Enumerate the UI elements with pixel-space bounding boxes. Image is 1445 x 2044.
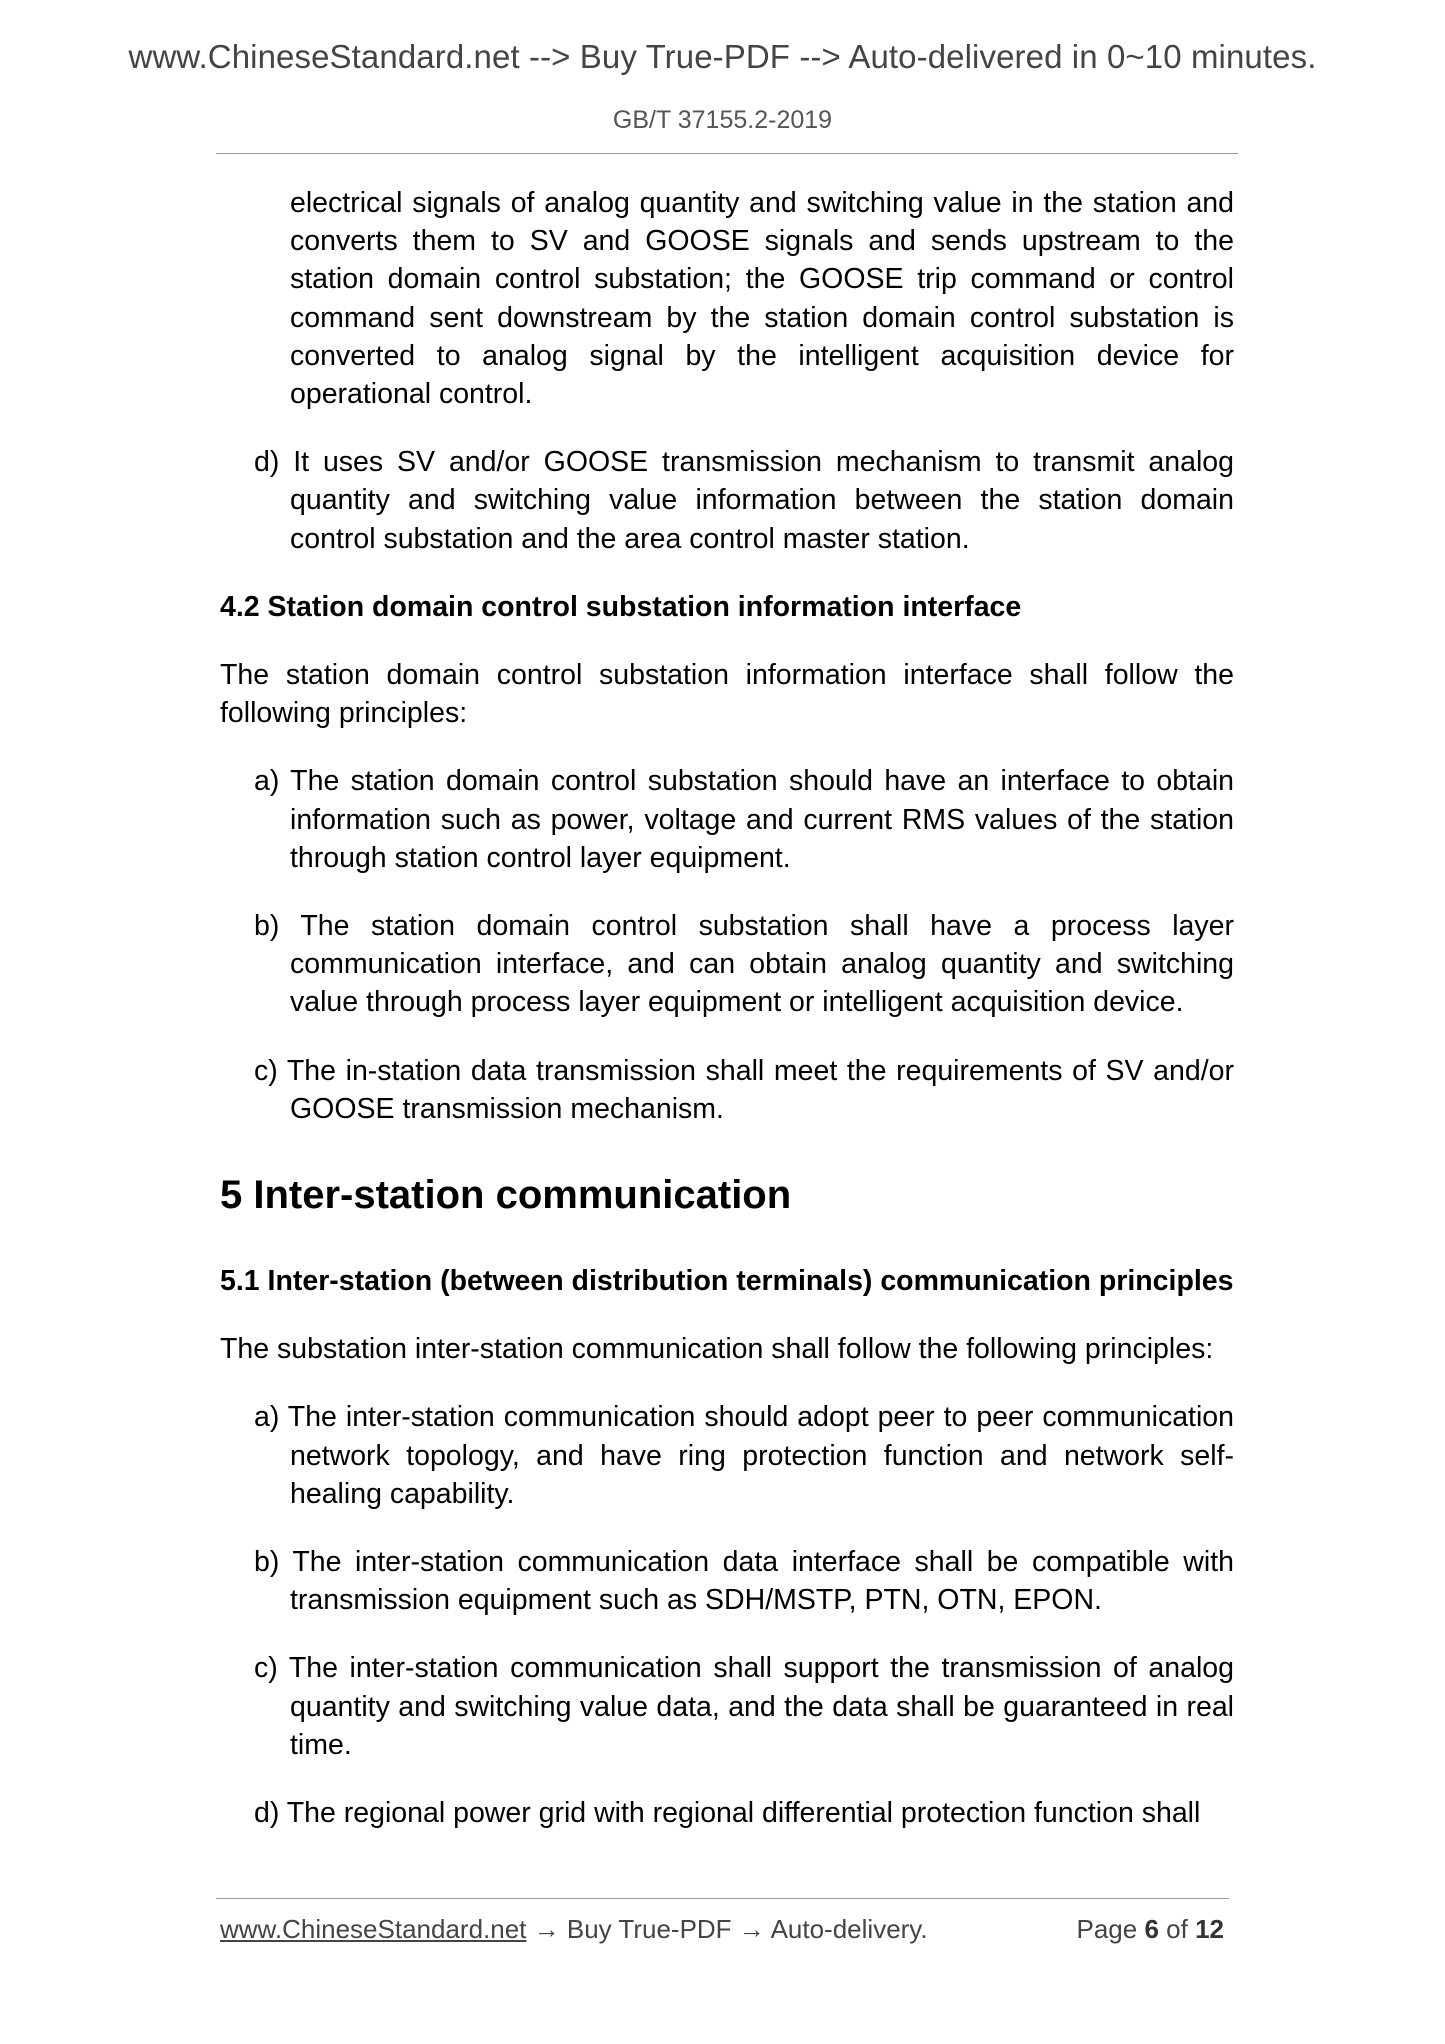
header-divider [216,153,1238,154]
footer [220,1914,1234,1945]
list-item-5-1-c: c) The inter-station communication shall support the transmission of analog quantity and switching value data, and the data shall be guaranteed in real time. [254,1652,1234,1761]
page-total: 12 [1195,1914,1224,1944]
of-label: of [1166,1914,1188,1944]
continued-paragraph: electrical signals of analog quantity and switching value in the station and converts them to SV and GOOSE signals and sends upstream to the station domain control substation; the GOOSE trip command or control command sent downstream by the station domain control substation is converted to analog signal by the intelligent acquisition device for operational control. [290,187,1234,411]
list-item-4-2-a: a) The station domain control substation should have an interface to obtain information such as power, voltage and current RMS values of the station through station control layer equipment. [254,765,1234,874]
footer-link[interactable]: www.ChineseStandard.net [220,1914,527,1944]
list-item-5-1-d: d) The regional power grid with regional differential protection function shall [254,1797,1201,1830]
footer-text: → Buy True-PDF → Auto-delivery. [526,1914,928,1944]
top-banner: www.ChineseStandard.net --> Buy True-PDF --> Auto-delivered in 0~10 minutes. [128,38,1317,75]
page-indicator [1076,1914,1224,1945]
list-item-5-1-b: b) The inter-station communication data interface shall be compatible with transmission equipment such as SDH/MSTP, PTN, OTN, EPON. [254,1546,1234,1617]
page-content [220,184,1234,1862]
list-item-4-1-d: d) It uses SV and/or GOOSE transmission mechanism to transmit analog quantity and switching value information between the station domain control substation and the area control master station. [254,446,1234,555]
section-5-heading: 5 Inter-station communication [220,1173,792,1218]
document-code: GB/T 37155.2-2019 [612,106,833,134]
page-label: Page [1076,1914,1138,1944]
list-item-5-1-a: a) The inter-station communication should adopt peer to peer communication network topology, and have ring protection function and network self-healing capability. [254,1401,1234,1510]
page-number: 6 [1144,1914,1159,1944]
section-4-2-heading: 4.2 Station domain control substation information interface [220,590,1022,623]
section-5-1-intro: The substation inter-station communication shall follow the following principles: [220,1333,1214,1366]
list-item-4-2-b: b) The station domain control substation shall have a process layer communication interface, and can obtain analog quantity and switching value through process layer equipment or intelligent acquisition device. [254,910,1234,1019]
list-item-4-2-c: c) The in-station data transmission shall meet the requirements of SV and/or GOOSE transmission mechanism. [254,1054,1234,1125]
footer-divider [216,1898,1229,1899]
section-4-2-intro: The station domain control substation information interface shall follow the following principles: [220,659,1234,730]
section-5-1-heading: 5.1 Inter-station (between distribution terminals) communication principles [220,1265,1234,1298]
